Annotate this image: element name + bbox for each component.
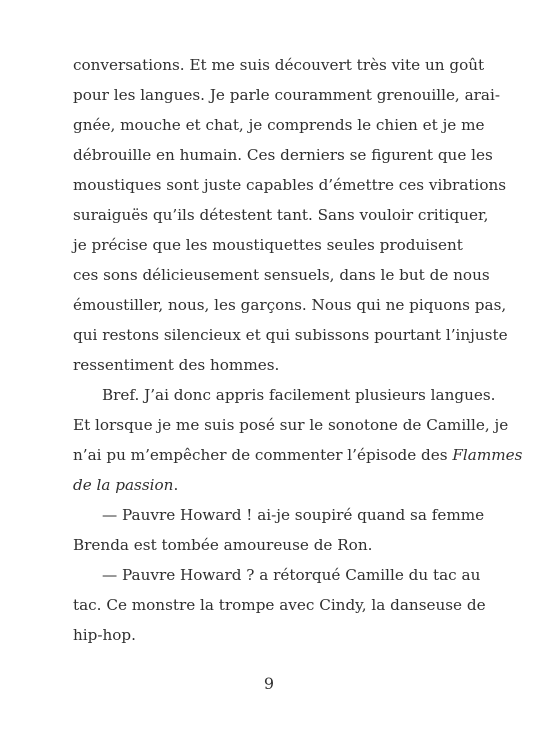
text-segment: n’ai pu m’empêcher de commenter l’épisode des <box>73 446 448 464</box>
dialogue-line: — Pauvre Howard ? a rétorqué Camille du tac au <box>102 566 481 584</box>
body-text <box>73 50 523 650</box>
italic-title: de la passion <box>73 476 174 494</box>
italic-title: Flammes <box>452 446 523 464</box>
text-line: ressentiment des hommes. <box>73 356 280 374</box>
text-line: Brenda est tombée amoureuse de Ron. <box>73 536 373 554</box>
text-line: gnée, mouche et chat, je comprends le chien et je me <box>73 116 485 134</box>
text-line: ces sons délicieusement sensuels, dans le but de nous <box>73 266 490 284</box>
text-line <box>73 440 523 470</box>
text-line: je précise que les moustiquettes seules produisent <box>73 236 463 254</box>
text-line: conversations. Et me suis découvert très vite un goût <box>73 56 485 74</box>
text-line: débrouille en humain. Ces derniers se figurent que les <box>73 146 493 164</box>
punctuation: . <box>173 476 179 494</box>
text-line: pour les langues. Je parle couramment grenouille, arai- <box>73 86 500 104</box>
dialogue-line: — Pauvre Howard ! ai-je soupiré quand sa femme <box>102 506 485 524</box>
text-line: qui restons silencieux et qui subissons pourtant l’injuste <box>73 326 508 344</box>
text-line: moustiques sont juste capables d’émettre ces vibrations <box>73 176 507 194</box>
text-line <box>73 470 443 500</box>
paragraph-first-line: Bref. J’ai donc appris facilement plusieurs langues. <box>102 386 496 404</box>
text-line: émoustiller, nous, les garçons. Nous qui ne piquons pas, <box>73 296 507 314</box>
text-line: hip-hop. <box>73 626 136 644</box>
page-number: 9 <box>263 674 275 693</box>
text-line: suraiguës qu’ils détestent tant. Sans vouloir critiquer, <box>73 206 489 224</box>
text-line: tac. Ce monstre la trompe avec Cindy, la danseuse de <box>73 596 486 614</box>
text-line: Et lorsque je me suis posé sur le sonotone de Camille, je <box>73 416 509 434</box>
